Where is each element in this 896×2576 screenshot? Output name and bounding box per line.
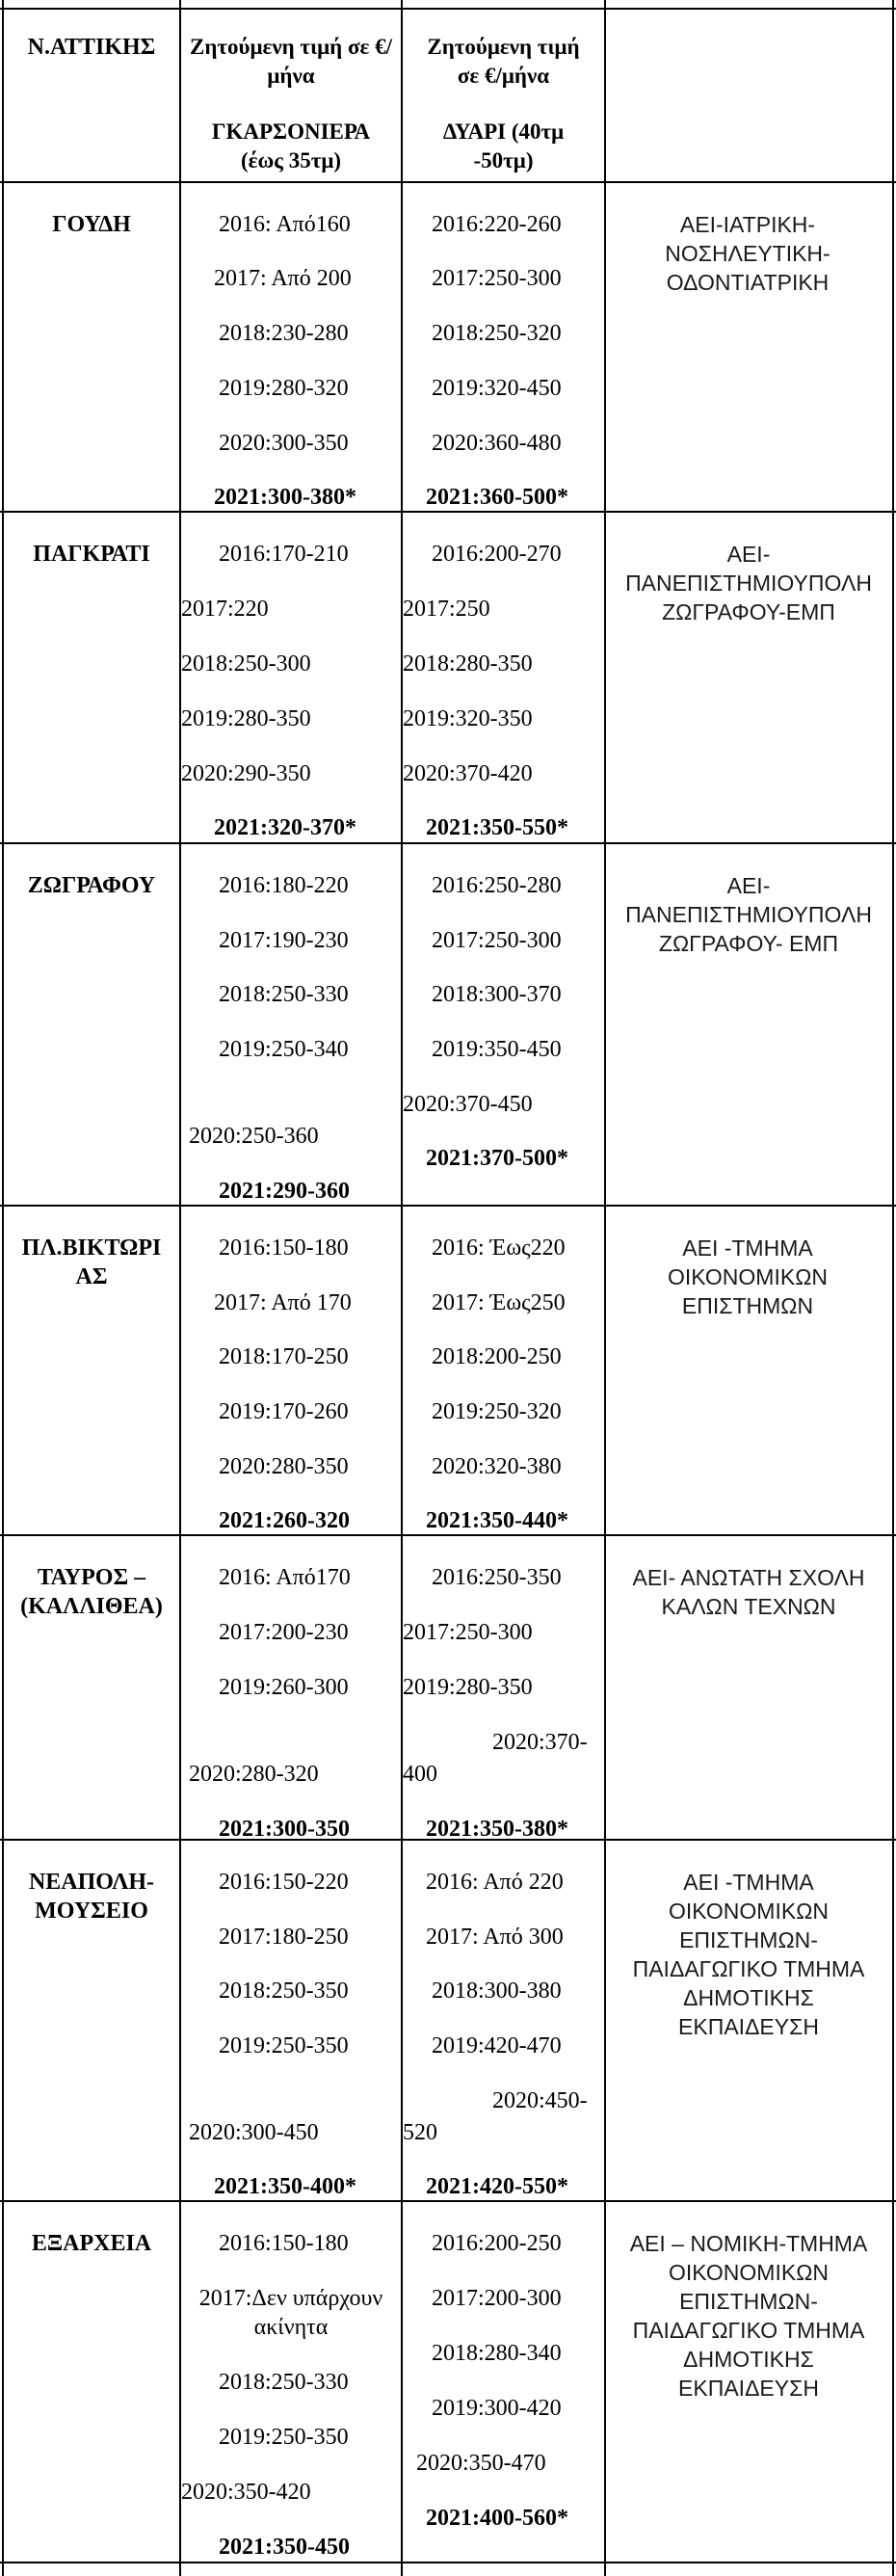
- area-name: ΠΑΓΚΡΑΤΙ: [33, 542, 150, 567]
- twobed-price: 2018:300-380: [432, 1978, 562, 2004]
- twobed-price-wrap: 520: [403, 2120, 437, 2145]
- institution: ΑΕΙ-ΠΑΝΕΠΙΣΤΗΜΙΟΥΠΟΛΗ ΖΩΓΡΑΦΟΥ- ΕΜΠ: [625, 873, 872, 956]
- studio-price: 2016:150-220: [219, 1870, 349, 1895]
- studio-price: 2016:170-210: [219, 542, 349, 567]
- institution: ΑΕΙ – ΝΟΜΙΚΗ-ΤΜΗΜΑ ΟΙΚΟΝΟΜΙΚΩΝ ΕΠΙΣΤΗΜΩΝ-ΠΑΙΔΑΓΩΓΙΚΟ ΤΜΗΜΑ ΔΗΜΟΤΙΚΗΣ ΕΚΠΑΙΔΕΥΣΗ: [629, 2231, 868, 2401]
- twobed-price: 2017:250: [403, 597, 490, 622]
- studio-price: 2018:250-330: [219, 2370, 349, 2395]
- twobed-price: 2018:300-370: [432, 982, 562, 1007]
- area-name: ΓΟΥΔΗ: [52, 212, 131, 237]
- studio-price: 2017:180-250: [219, 1925, 349, 1950]
- studio-price: 2017:Δεν υπάρχουν ακίνητα: [198, 2286, 383, 2340]
- twobed-price: 2018:250-320: [432, 321, 562, 346]
- twobed-price-2021: 2021:420-550*: [426, 2174, 568, 2199]
- studio-price: 2018:230-280: [219, 321, 349, 346]
- twobed-price: 2020:350-470: [416, 2451, 546, 2476]
- institution: ΑΕΙ -ΤΜΗΜΑ ΟΙΚΟΝΟΜΙΚΩΝ ΕΠΙΣΤΗΜΩΝ: [668, 1235, 828, 1318]
- twobed-price: 2019:320-350: [403, 706, 533, 731]
- header-studio-title: Ζητούμενη τιμή σε €/μήνα: [190, 35, 392, 88]
- area-name: ΝΕΑΠΟΛΗ-ΜΟΥΣΕΙΟ: [28, 1870, 155, 1924]
- twobed-price: 2019:250-320: [432, 1399, 562, 1424]
- twobed-price: 2017:250-300: [432, 266, 562, 291]
- twobed-price-2021: 2021:350-380*: [426, 1817, 568, 1842]
- header-studio-type: ΓΚΑΡΣΟΝΙΕΡΑ (έως 35τμ): [211, 120, 371, 173]
- studio-price: 2016:150-180: [219, 1235, 349, 1261]
- studio-price: 2020:300-450: [189, 2120, 319, 2145]
- twobed-price-2021: 2021:350-550*: [426, 815, 568, 840]
- institution: ΑΕΙ-ΠΑΝΕΠΙΣΤΗΜΙΟΥΠΟΛΗ ΖΩΓΡΑΦΟΥ-ΕΜΠ: [625, 542, 872, 624]
- twobed-price: 2016:250-350: [432, 1565, 562, 1590]
- twobed-price: 2020:320-380: [432, 1454, 562, 1479]
- studio-price: 2019:260-300: [219, 1675, 349, 1700]
- twobed-price: 2020:370-420: [403, 761, 533, 786]
- studio-price-2021: 2021:260-320: [219, 1508, 350, 1533]
- header-studio: [181, 33, 401, 175]
- header-twobed-type: ΔΥΑΡΙ (40τμ -50τμ): [442, 120, 565, 173]
- studio-price: 2018:170-250: [219, 1344, 349, 1369]
- twobed-price: 2019:320-450: [432, 376, 562, 401]
- header-area: Ν.ΑΤΤΙΚΗΣ: [27, 35, 156, 60]
- studio-price: 2020:290-350: [181, 761, 311, 786]
- studio-price: 2020:300-350: [219, 431, 349, 456]
- studio-price: 2016:150-180: [219, 2231, 349, 2256]
- studio-price-2021: 2021:300-380*: [214, 485, 356, 510]
- studio-price-2021: 2021:300-350: [219, 1817, 350, 1842]
- twobed-price: 2020:360-480: [432, 431, 562, 456]
- twobed-price: 2017:250-300: [403, 1620, 533, 1645]
- studio-price: 2018:250-300: [181, 651, 311, 677]
- header-twobed: [403, 33, 604, 175]
- area-name: ΖΩΓΡΑΦΟΥ: [27, 873, 156, 898]
- twobed-price: 2017: Από 300: [426, 1925, 564, 1950]
- studio-price: 2017:190-230: [219, 928, 349, 953]
- twobed-price: 2020:450-: [492, 2088, 588, 2113]
- twobed-price: 2019:420-470: [432, 2033, 562, 2058]
- studio-price: 2020:280-320: [189, 1762, 319, 1787]
- area-name: ΕΞΑΡΧΕΙΑ: [31, 2231, 152, 2256]
- twobed-price: 2018:280-340: [432, 2341, 562, 2366]
- institution: ΑΕΙ-ΙΑΤΡΙΚΗ-ΝΟΣΗΛΕΥΤΙΚΗ-ΟΔΟΝΤΙΑΤΡΙΚΗ: [665, 212, 830, 295]
- twobed-price: 2016:200-250: [432, 2231, 562, 2256]
- twobed-price: 2016: Έως220: [432, 1235, 566, 1261]
- studio-price-2021: 2021:290-360: [219, 1179, 350, 1204]
- studio-price-2021: 2021:350-450: [219, 2535, 350, 2560]
- twobed-price: 2019:280-350: [403, 1675, 533, 1700]
- studio-price: 2017:220: [181, 597, 269, 622]
- twobed-price: 2018:280-350: [403, 651, 533, 677]
- twobed-price: 2020:370-: [492, 1730, 588, 1755]
- studio-price: 2017:200-230: [219, 1620, 349, 1645]
- studio-price: 2016:180-220: [219, 873, 349, 898]
- institution: ΑΕΙ -ΤΜΗΜΑ ΟΙΚΟΝΟΜΙΚΩΝ ΕΠΙΣΤΗΜΩΝ-ΠΑΙΔΑΓΩΓΙΚΟ ΤΜΗΜΑ ΔΗΜΟΤΙΚΗΣ ΕΚΠΑΙΔΕΥΣΗ: [632, 1870, 865, 2039]
- studio-price: 2017: Από 200: [214, 266, 352, 291]
- twobed-price: 2016: Από 220: [426, 1870, 564, 1895]
- studio-price: 2019:250-350: [219, 2425, 349, 2450]
- studio-price: 2020:250-360: [189, 1124, 319, 1149]
- studio-price-2021: 2021:320-370*: [214, 815, 356, 840]
- twobed-price-wrap: 400: [403, 1762, 437, 1787]
- twobed-price: 2017:200-300: [432, 2286, 562, 2311]
- twobed-price-2021: 2021:370-500*: [426, 1146, 568, 1171]
- studio-price: 2019:280-350: [181, 706, 311, 731]
- studio-price: 2016: Από170: [219, 1565, 351, 1590]
- studio-price: 2019:250-350: [219, 2033, 349, 2058]
- twobed-price: 2019:300-420: [432, 2396, 562, 2421]
- institution: ΑΕΙ- ΑΝΩΤΑΤΗ ΣΧΟΛΗ ΚΑΛΩΝ ΤΕΧΝΩΝ: [632, 1565, 865, 1619]
- twobed-price: 2017: Έως250: [432, 1290, 566, 1315]
- twobed-price: 2016:220-260: [432, 212, 562, 237]
- studio-price: 2016: Από160: [219, 212, 351, 237]
- twobed-price: 2019:350-450: [432, 1037, 562, 1062]
- twobed-price-2021: 2021:400-560*: [426, 2506, 568, 2531]
- twobed-price: 2020:370-450: [403, 1092, 533, 1117]
- twobed-price-2021: 2021:360-500*: [426, 485, 568, 510]
- studio-price: 2020:280-350: [219, 1454, 349, 1479]
- twobed-price-2021: 2021:350-440*: [426, 1508, 568, 1533]
- studio-price: 2018:250-350: [219, 1978, 349, 2004]
- studio-price: 2020:350-420: [181, 2480, 311, 2505]
- area-name: ΠΛ.ΒΙΚΤΩΡΙΑΣ: [21, 1235, 162, 1289]
- area-name: ΤΑΥΡΟΣ – (ΚΑΛΛΙΘΕΑ): [20, 1565, 163, 1619]
- studio-price: 2018:250-330: [219, 982, 349, 1007]
- studio-price: 2017: Από 170: [214, 1290, 352, 1315]
- header-twobed-title: Ζητούμενη τιμή σε €/μήνα: [427, 35, 580, 88]
- twobed-price: 2016:200-270: [432, 542, 562, 567]
- twobed-price: 2017:250-300: [432, 928, 562, 953]
- studio-price: 2019:170-260: [219, 1399, 349, 1424]
- twobed-price: 2018:200-250: [432, 1344, 562, 1369]
- studio-price-2021: 2021:350-400*: [214, 2174, 356, 2199]
- studio-price: 2019:250-340: [219, 1037, 349, 1062]
- twobed-price: 2016:250-280: [432, 873, 562, 898]
- studio-price: 2019:280-320: [219, 376, 349, 401]
